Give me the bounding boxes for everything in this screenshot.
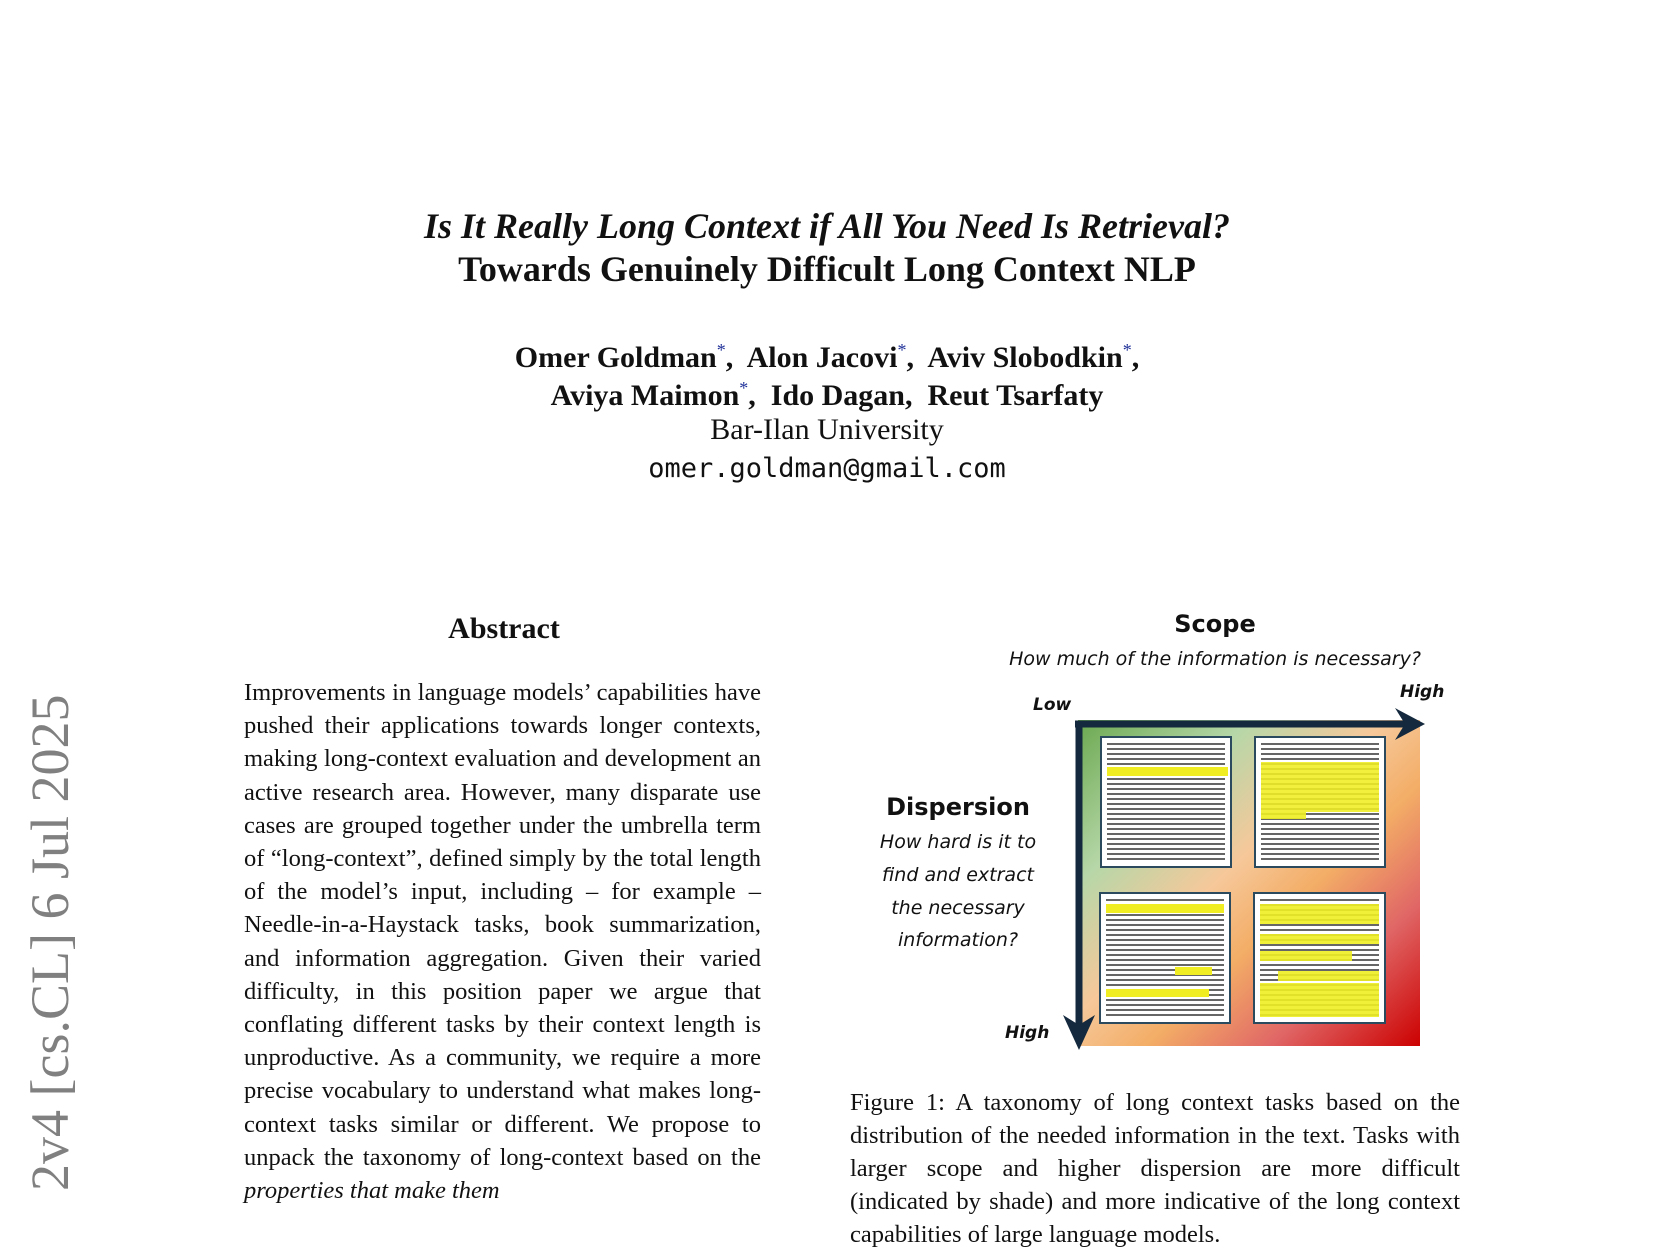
figure-caption: Figure 1: A taxonomy of long context tasks based on the distribution of the needed information in the text. Tasks with larger scope and higher dispersion are more difficult (indicated by shade) and more indicative of the long context capabilities of large language models. — [850, 1089, 1460, 1248]
author-name: Ido Dagan — [770, 379, 905, 412]
figure-taxonomy — [850, 600, 1450, 1060]
highlighted-span — [1260, 951, 1352, 961]
highlighted-span — [1278, 971, 1379, 981]
highlighted-span — [1106, 989, 1209, 997]
document-low-scope-low-dispersion — [1101, 737, 1231, 867]
author-list-line1: Omer Goldman*, Alon Jacovi*, Aviv Slobodkin*, — [514, 340, 1140, 374]
highlighted-span — [1106, 904, 1224, 913]
dispersion-header — [880, 793, 1036, 951]
scope-title: Scope — [1174, 610, 1256, 638]
scope-subtitle: How much of the information is necessary? — [1009, 648, 1421, 670]
author-name: Alon Jacovi — [746, 341, 898, 374]
dispersion-high-label: High — [1005, 1023, 1050, 1043]
abstract-text-italic: properties that make them — [244, 1177, 500, 1205]
highlighted-span — [1261, 762, 1379, 812]
affiliation: Bar-Ilan University — [710, 413, 944, 446]
highlighted-span — [1260, 934, 1379, 944]
scope-header — [1009, 610, 1421, 670]
highlighted-span — [1260, 983, 1379, 1017]
author-list-line2: Aviya Maimon*, Ido Dagan, Reut Tsarfaty — [550, 378, 1104, 412]
paper-title-line2: Towards Genuinely Difficult Long Context NLP — [458, 249, 1196, 289]
taxonomy-diagram — [850, 600, 1450, 1060]
author-name: Omer Goldman — [514, 341, 717, 374]
equal-contribution-mark: * — [716, 340, 726, 360]
dispersion-title: Dispersion — [886, 793, 1030, 821]
highlighted-span — [1261, 812, 1306, 819]
highlighted-span — [1107, 767, 1228, 776]
highlighted-span — [1260, 904, 1379, 924]
paper-title-line1: Is It Really Long Context if All You Need Is Retrieval? — [423, 206, 1230, 246]
author-name: Aviya Maimon — [550, 379, 740, 412]
scope-low-label: Low — [1033, 695, 1072, 715]
document-low-scope-high-dispersion — [1100, 893, 1230, 1023]
equal-contribution-mark: * — [897, 340, 907, 360]
author-name: Reut Tsarfaty — [927, 379, 1104, 412]
equal-contribution-mark: * — [739, 378, 749, 398]
abstract-body — [244, 676, 761, 1207]
svg-text:How hard is it to: How hard is it to — [879, 831, 1037, 853]
svg-text:the necessary: the necessary — [891, 897, 1025, 919]
document-high-scope-high-dispersion — [1254, 893, 1385, 1023]
svg-text:find and extract: find and extract — [882, 864, 1034, 886]
equal-contribution-mark: * — [1122, 340, 1132, 360]
author-name: Aviv Slobodkin — [927, 341, 1123, 374]
highlighted-span — [1175, 967, 1212, 975]
svg-text:information?: information? — [897, 929, 1019, 951]
scope-high-label: High — [1400, 682, 1445, 702]
abstract-text: Improvements in language models’ capabilities have pushed their applications towards longer contexts, making long-context evaluation and development an active research area. However, many disparate use cases are grouped together under the umbrella term of “long-context”, defined simply by the total length of the model’s input, including – for example – Needle-in-a-Haystack tasks, book summarization, and information aggregation. Given their varied difficulty, in this position paper we argue that conflating different tasks by their context length is unproductive. As a community, we require a more precise vocabulary to understand what makes long-context tasks similar or different. We propose to unpack the taxonomy of long-context based on the — [244, 679, 761, 1171]
abstract-heading: Abstract — [448, 612, 560, 645]
document-high-scope-low-dispersion — [1255, 737, 1385, 867]
contact-email: omer.goldman@gmail.com — [648, 453, 1006, 484]
arxiv-stamp: 2v4 [cs.CL] 6 Jul 2025 — [20, 694, 80, 1191]
